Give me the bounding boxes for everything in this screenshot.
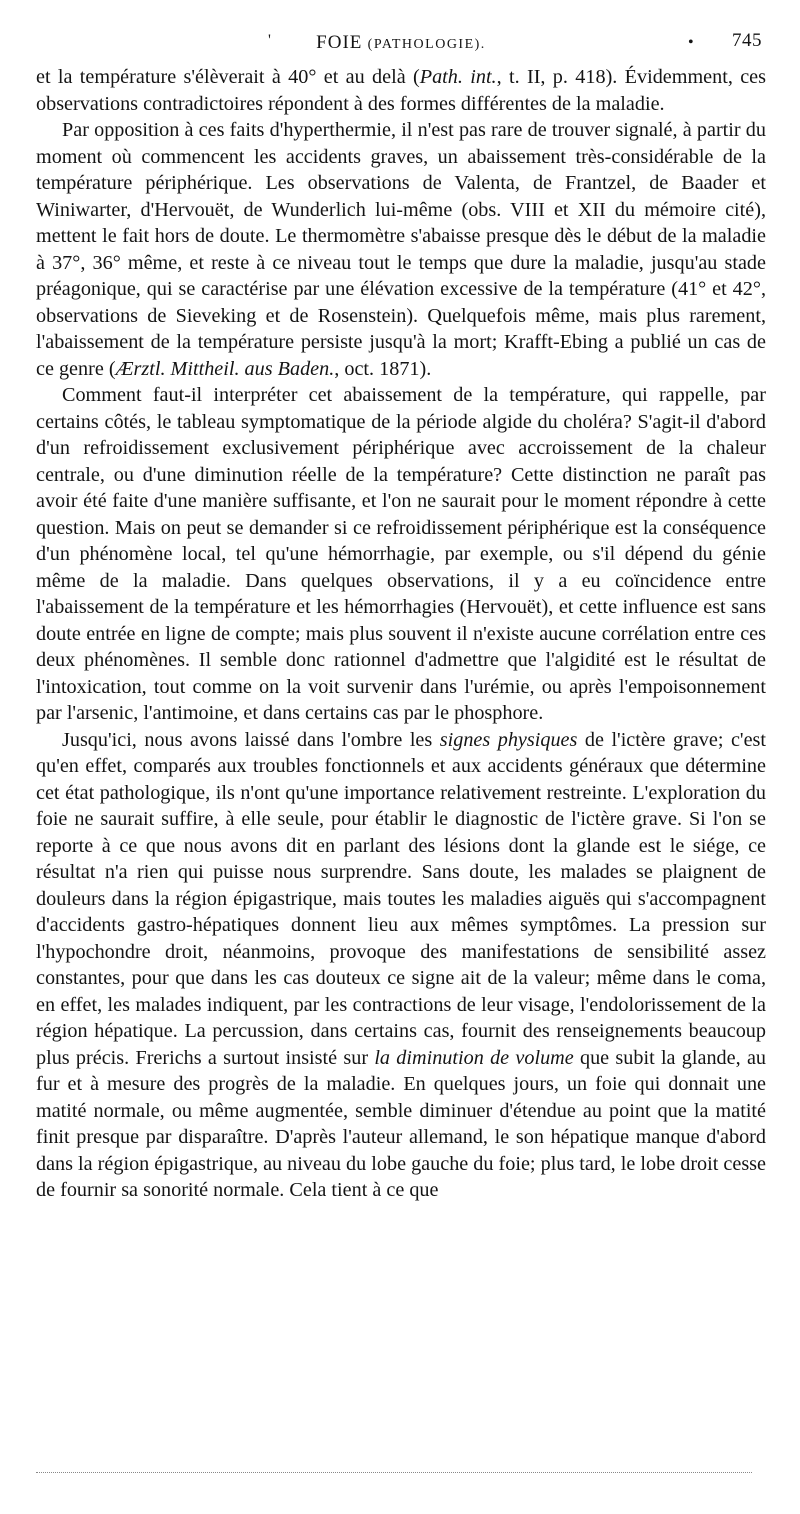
paragraph-text: Comment faut-il interpréter cet abaissement de la température, qui rappelle, par certains côtés, le tableau symptomatique de la période algide du choléra? S'agit-il d'abord d'un refroidissement exclusivement périphérique avec accroissement de la chaleur centrale, ou d'une diminution réelle de la température? Cette distinction ne paraît pas avoir été faite d'une manière suffisante, et l'on ne saurait pour le moment répondre à cette question. Mais on peut se demander si ce refroidissement périphérique est la conséquence d'un phénomène local, tel qu'une hémorrhagie, par exemple, ou s'il dépend du génie même de la maladie. Dans quelques observations, il y a eu coïncidence entre l'abaissement de la température et les hémorrhagies (Hervouët), et cette influence est sans doute entrée en ligne de compte; mais plus souvent il n'existe aucune corrélation entre ces deux phénomènes. Il semble donc rationnel d'admettre que l'algidité est le résultat de l'intoxication, tout comme on la voit survenir dans l'urémie, ou après l'empoisonnement par l'arsenic, l'antimoine, et dans certains cas par le phosphore. bbox=[36, 384, 766, 724]
header-mark-left: ' bbox=[268, 32, 272, 49]
paragraph-text: , t. II, p. 418). Évidemment, ces observations contradictoires répondent à des formes différentes de la maladie. bbox=[36, 66, 766, 115]
paragraph-text: de l'ictère grave; c'est qu'en effet, comparés aux troubles fonctionnels et aux accidents généraux que détermine cet état pathologique, ils n'ont qu'une importance relativement restreinte. L'exploration du foie ne saurait suffire, à elle seule, pour établir le diagnostic de l'ictère grave. Si l'on se reporte à ce que nous avons dit en parlant des lésions dont la glande est le siége, ce résultat n'a rien qui puisse nous surprendre. Sans doute, les malades se plaignent de douleurs dans la région épigastrique, mais toutes les maladies aiguës qui s'accompagnent d'accidents gastro-hépatiques donnent lieu aux mêmes symptômes. La pression sur l'hypochondre droit, néanmoins, provoque des manifestations de sensibilité assez constantes, pour que dans les cas douteux ce signe ait de la valeur; même dans le coma, en effet, les malades indiquent, par les contractions de leur visage, l'endolorissement de la région hépatique. La percussion, dans certains cas, fournit des renseignements beaucoup plus précis. Frerichs a surtout insisté sur bbox=[36, 728, 766, 1069]
running-title-main: FOIE bbox=[316, 32, 363, 53]
running-title-subtitle: (PATHOLOGIE). bbox=[367, 37, 486, 52]
italic-text: Ærztl. Mittheil. aus Baden. bbox=[115, 357, 335, 380]
paragraph-text: que subit la glande, au fur et à mesure des progrès de la maladie. En quelques jours, un foie qui donnait une matité normale, ou même augmentée, semble diminuer d'étendue au point que la matité finit presque par disparaître. D'après l'auteur allemand, le son hépatique manque d'abord dans la région épigastrique, au niveau du lobe gauche du foie; plus tard, le lobe droit cesse de fournir sa sonorité normale. Cela tient à ce que bbox=[36, 1046, 766, 1201]
italic-text: la diminution de volume bbox=[374, 1046, 574, 1069]
body-text bbox=[36, 64, 766, 1204]
paragraph bbox=[36, 382, 766, 727]
paragraph-text: Par opposition à ces faits d'hyperthermie, il n'est pas rare de trouver signalé, à partir du moment où commencent les accidents graves, un abaissement très-considérable de la température périphérique. Les observations de Valenta, de Frantzel, de Baader et Winiwarter, d'Hervouët, de Wunderlich lui-même (obs. VIII et XII du mémoire cité), mettent le fait hors de doute. Le thermomètre s'abaisse presque dès le début de la maladie à 37°, 36° même, et reste à ce niveau tout le temps que dure la maladie, jusqu'au stade préagonique, qui se caractérise par une élévation excessive de la température (41° et 42°, observations de Sieveking et de Rosenstein). Quelquefois même, mais plus rarement, l'abaissement de la température persiste jusqu'à la mort; Krafft-Ebing a publié un cas de ce genre ( bbox=[36, 119, 766, 380]
italic-text: Path. int. bbox=[419, 66, 497, 88]
running-head bbox=[36, 28, 766, 58]
italic-text: signes physiques bbox=[439, 728, 578, 751]
paragraph-text: Jusqu'ici, nous avons laissé dans l'ombre les bbox=[62, 728, 440, 751]
header-mark-right: • bbox=[688, 34, 695, 51]
running-title bbox=[36, 32, 766, 54]
paragraph-text: et la température s'élèverait à 40° et au delà ( bbox=[36, 66, 420, 88]
paragraph bbox=[36, 64, 766, 117]
footer-rule bbox=[36, 1472, 752, 1473]
page-number: 745 bbox=[732, 30, 762, 51]
paragraph bbox=[36, 727, 766, 1204]
paragraph bbox=[36, 117, 766, 382]
paragraph-text: , oct. 1871). bbox=[334, 357, 432, 380]
